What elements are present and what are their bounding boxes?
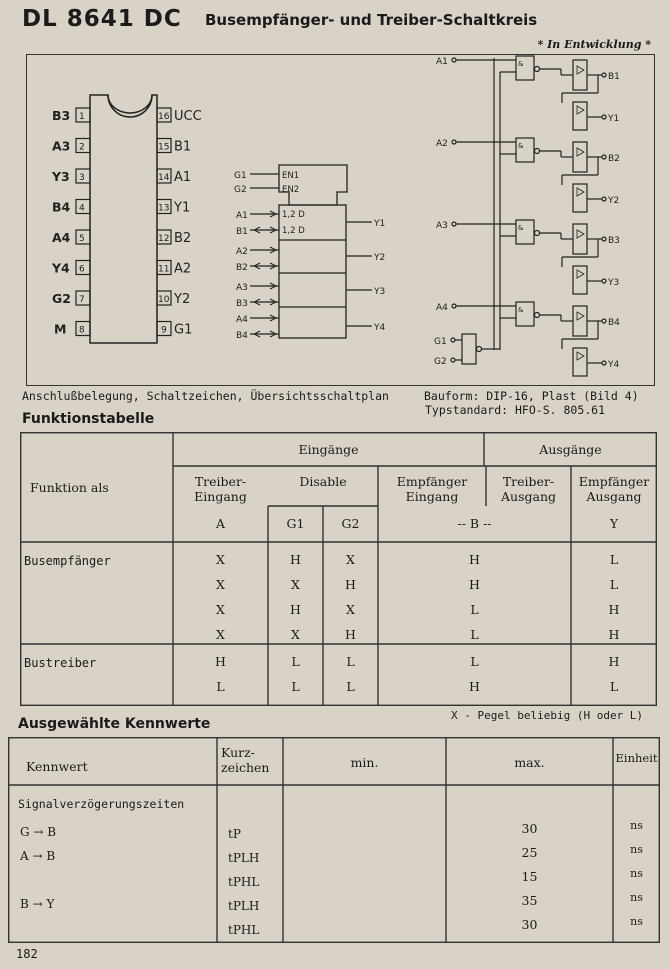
col-eingaenge: Eingänge [298,442,359,457]
col-disable: Disable [299,474,347,489]
receiver-buffer [573,102,587,130]
terminal [452,140,456,144]
doc-title: DL 8641 DC [22,6,182,32]
pin-number: 8 [79,325,85,336]
pin-number: 9 [161,325,167,336]
and-symbol: & [518,306,524,314]
terminal [452,304,456,308]
output-y2: Y2 [374,253,386,263]
pin-label-b1: B1 [174,139,192,155]
inverter-bubble [477,347,482,352]
param-symbol: tPLH [228,851,260,865]
col-kennwert: Kennwert [26,759,88,774]
pin-label-g2: G2 [52,291,71,306]
col-treiber-ausgang: Treiber- Ausgang [501,474,556,504]
terminal [602,155,606,159]
page-number: 182 [16,947,38,961]
driver-buffer [573,306,587,336]
pin-number: 12 [158,234,170,244]
col-einheit: Einheit [615,751,658,765]
buffer-triangle [577,312,584,320]
input-b4: B4 [236,331,248,341]
table-note: X - Pegel beliebig (H oder L) [451,709,644,722]
pin-number: 7 [79,295,85,305]
col-funktion: Funktion als [30,480,109,495]
overview-input-a3: A3 [436,221,448,231]
pin-label-a3: A3 [52,138,71,154]
pin-number: 1 [79,112,85,122]
receiver-buffer [573,184,587,212]
col-kurzzeichen: Kurz- zeichen [221,745,270,775]
and-symbol: & [518,60,524,68]
ctrl-input-g2: G2 [234,185,247,195]
kennwerte-heading: Ausgewählte Kennwerte [18,716,211,732]
table-cell: L [346,679,355,694]
param-label: A → B [20,849,56,863]
driver-buffer [573,60,587,90]
table-cell: L [470,654,479,669]
sym-b: -- B -- [457,516,492,531]
gate-label: 1,2 D [282,210,305,220]
sym-g1: G1 [286,516,305,531]
table-cell: L [609,679,619,694]
param-unit: ns [630,915,643,928]
overview-enable-g1: G1 [434,337,447,347]
table-cell: H [608,602,620,617]
pin-number: 3 [79,173,85,183]
terminal [602,279,606,283]
ctrl-label: EN2 [282,185,300,195]
buffer-triangle [577,352,584,360]
pinout-diagram [51,95,202,343]
pin-label-g1: G1 [174,322,193,338]
table-cell: L [291,679,300,694]
pin-number: 2 [79,142,85,153]
pin-label-y3: Y3 [52,169,70,184]
overview-schematic [434,56,620,376]
table-cell: X [216,602,225,617]
param-max: 25 [521,845,538,860]
param-symbol: tPHL [228,923,260,937]
table-cell: H [608,627,620,642]
pin-label-b3: B3 [52,108,71,123]
terminal [451,358,455,362]
table-cell: L [291,654,300,669]
param-max: 35 [521,893,538,908]
buffer-triangle [577,188,584,196]
overview-enable-g2: G2 [434,357,447,367]
col-min: min. [350,755,379,770]
pin-label-y4: Y4 [52,260,70,276]
overview-output-y4: Y4 [608,360,620,370]
logic-symbol [234,165,385,341]
pin-number: 4 [79,203,85,214]
terminal [602,73,606,77]
pin-label-m: M [54,321,67,337]
package-info [424,389,639,417]
param-label: G → B [20,825,57,839]
terminal [602,361,606,365]
terminal [602,197,606,201]
buffer-triangle [577,106,584,114]
buffer-triangle [577,230,584,238]
status-note: * In Entwicklung * [537,38,651,51]
input-b1: B1 [236,227,248,237]
input-a2: A2 [236,247,248,257]
sym-a: A [215,516,226,531]
overview-output-y2: Y2 [608,196,620,206]
receiver-buffer [573,348,587,376]
buffer-triangle [577,270,584,278]
input-a1: A1 [236,211,248,221]
table-cell: H [469,679,480,694]
group-label: Bustreiber [24,656,97,670]
table-cell: L [609,577,619,592]
table-cell: H [345,577,356,592]
buffer-triangle [577,66,584,74]
function-table [20,432,657,706]
param-max: 30 [521,821,538,836]
pin-number: 10 [158,295,170,305]
table-cell: L [609,552,619,567]
table-cell: X [291,627,300,642]
input-a3: A3 [236,283,248,293]
table-cell: X [346,552,355,567]
ctrl-input-g1: G1 [234,171,247,181]
overview-bus-b2: B2 [608,154,620,164]
col-treiber-eingang: Treiber- Eingang [194,474,247,504]
param-unit: ns [630,843,643,856]
col-empf-ausgang: Empfänger Ausgang [578,474,650,504]
kennwerte-table [8,737,660,943]
param-unit: ns [630,867,643,880]
overview-input-a1: A1 [436,57,448,67]
pin-number: 5 [79,234,85,244]
table-cell: X [216,577,225,592]
terminal [451,338,455,342]
table-cell: L [470,602,479,617]
table-cell: H [290,602,301,617]
param-unit: ns [630,891,643,904]
driver-buffer [573,142,587,172]
terminal [602,319,606,323]
overview-bus-b4: B4 [608,318,620,328]
figure-caption: Anschlußbelegung, Schaltzeichen, Übersichtsschaltplan [22,389,389,403]
pin-label-y2: Y2 [174,292,191,307]
kennwerte-group: Signalverzögerungszeiten [18,797,185,811]
bauform: Bauform: DIP-16, Plast (Bild 4) [424,389,639,403]
pin-number: 14 [158,173,170,183]
col-ausgaenge: Ausgänge [539,442,602,457]
col-empf-eingang: Empfänger Eingang [396,474,468,504]
input-b2: B2 [236,263,248,273]
pin-label-b4: B4 [52,199,71,215]
table-cell: H [469,577,480,592]
param-label: B → Y [20,897,55,911]
sym-g2: G2 [341,516,360,531]
param-unit: ns [630,819,643,832]
param-symbol: tPHL [228,875,260,889]
ctrl-label: EN1 [282,171,300,181]
inverter-bubble [535,149,540,154]
table-cell: X [216,552,225,567]
param-max: 30 [521,917,538,932]
receiver-buffer [573,266,587,294]
overview-output-y1: Y1 [608,114,620,124]
figure-svg [0,0,669,400]
buffer-triangle [577,148,584,156]
terminal [602,237,606,241]
table-cell: L [346,654,355,669]
table-cell: L [216,679,225,694]
param-symbol: tPLH [228,899,260,913]
col-max: max. [514,755,545,770]
pin-label-a1: A1 [174,170,192,185]
input-b3: B3 [236,299,248,309]
pin-label-a2: A2 [174,261,192,277]
output-y3: Y3 [374,287,386,297]
inverter-bubble [535,67,540,72]
overview-bus-b1: B1 [608,72,620,82]
output-y4: Y4 [374,323,386,333]
pin-label-b2: B2 [174,231,192,246]
pin-number: 13 [158,203,170,214]
table-cell: H [290,552,301,567]
sym-y: Y [609,516,619,531]
enable-gate [462,334,476,364]
pin-label-ucc: UCC [174,109,202,124]
terminal [602,115,606,119]
group-label: Busempfänger [24,554,111,568]
driver-block [279,205,346,338]
typstandard: Typstandard: HFO-S. 805.61 [425,403,606,417]
overview-input-a2: A2 [436,139,448,149]
param-max: 15 [521,869,538,884]
table-cell: X [346,602,355,617]
table-cell: H [608,654,620,669]
table-cell: X [216,627,225,642]
and-symbol: & [518,142,524,150]
param-symbol: tP [228,827,241,841]
pin-label-a4: A4 [52,230,71,245]
pin-number: 6 [79,264,85,275]
table-cell: H [469,552,480,567]
pin-number: 16 [158,112,170,122]
overview-input-a4: A4 [436,303,448,313]
terminal [452,222,456,226]
output-y1: Y1 [374,219,386,229]
terminal [452,58,456,62]
inverter-bubble [535,313,540,318]
inverter-bubble [535,231,540,236]
table-cell: X [291,577,300,592]
input-a4: A4 [236,315,248,325]
overview-output-y3: Y3 [608,278,620,288]
overview-bus-b3: B3 [608,236,620,246]
pin-number: 15 [158,142,170,153]
gate-label: 1,2 D [282,226,305,236]
pin-number: 11 [158,264,170,275]
table-cell: H [215,654,226,669]
ic-body [90,95,157,343]
pin-label-y1: Y1 [174,200,191,216]
table-cell: H [345,627,356,642]
function-table-heading: Funktionstabelle [22,411,155,427]
table-cell: L [470,627,479,642]
doc-subtitle: Busempfänger- und Treiber-Schaltkreis [205,11,538,29]
and-symbol: & [518,224,524,232]
driver-buffer [573,224,587,254]
